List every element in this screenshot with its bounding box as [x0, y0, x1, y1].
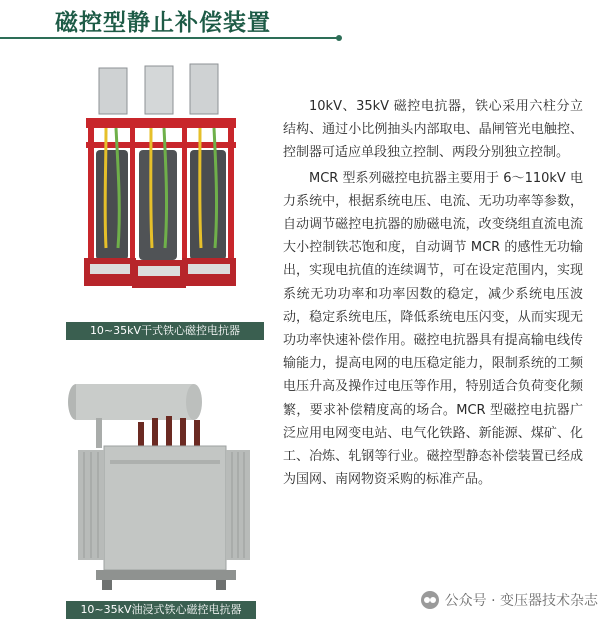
figure-caption-oil-immersed: 10~35kV油浸式铁心磁控电抗器: [66, 601, 256, 619]
watermark-text: 公众号 · 变压器技术杂志: [444, 593, 598, 609]
paragraph: 10kV、35kV 磁控电抗器，铁心采用六柱分立结构、通过小比例抽头内部取电、晶闸管光电触控、控制器可适应单段独立控制、两段分别独立控制。: [283, 99, 583, 161]
oil-immersed-reactor-image: [66, 370, 256, 596]
watermark: [421, 590, 598, 610]
wechat-icon: [421, 591, 439, 609]
title-underline: [0, 37, 338, 39]
paragraph: MCR 型系列磁控电抗器主要用于 6～110kV 电力系统中，根据系统电压、电流、无功功率等参数，自动调节磁控电抗器的励磁电流，改变绕组直流电流大小控制铁芯饱和度，自动调节 MCR 的感性无功输出，实现电抗值的连续调节，可在设定范围内，实现系统无功功率和功率因数的稳定，减少系统电压波动，稳定系统电压，降低系统电压闪变，从而实现无功功率快速补偿作用。磁控电抗器具有提高输电线传输能力，提高电网的电压稳定能力，限制系统的工频电压升高及操作过电压等作用，特别适合负荷变化频繁，要求补偿精度高的场合。MCR 型磁控电抗器广泛应用电网变电站、电气化铁路、新能源、煤矿、化工、冶炼、轧钢等行业。磁控型静态补偿装置已经成为国网、南网物资采购的标准产品。: [283, 170, 583, 488]
figure-caption-dry-type: 10~35kV干式铁心磁控电抗器: [66, 322, 264, 340]
body-text: [283, 95, 583, 491]
dry-type-reactor-image: [66, 58, 256, 316]
page-title: 磁控型静止补偿装置: [55, 10, 271, 36]
